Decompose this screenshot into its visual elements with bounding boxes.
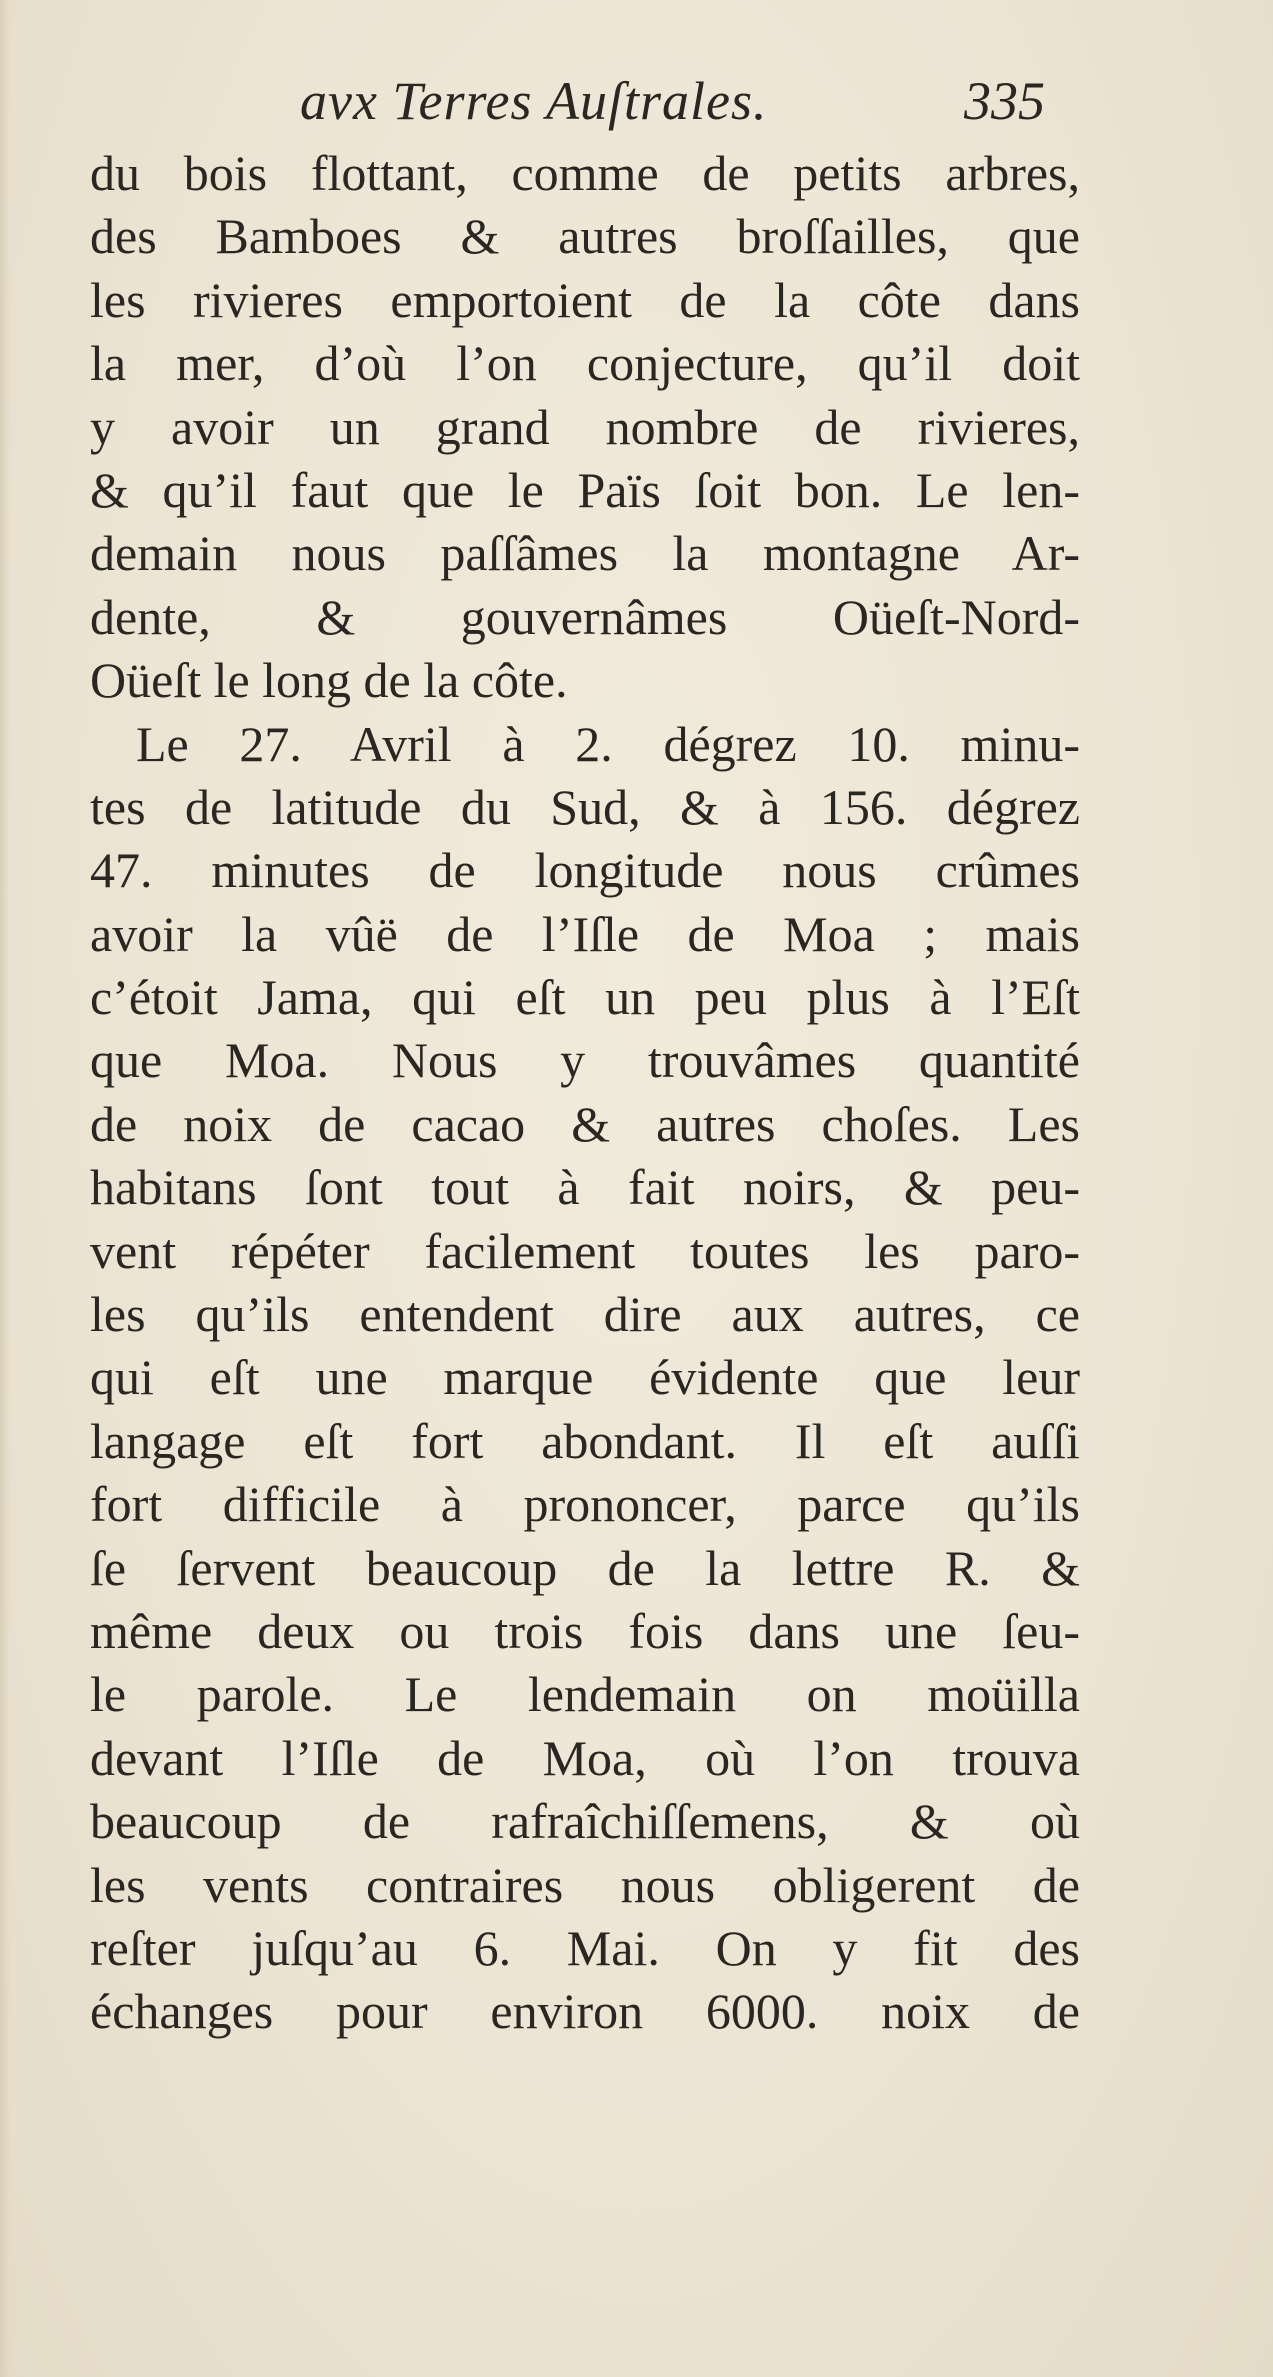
text-line: devant l’Iſle de Moa, où l’on trouva (90, 1729, 1080, 1786)
text-line: fort difficile à prononcer, parce qu’ils (90, 1476, 1080, 1533)
text-line: avoir la vûë de l’Iſle de Moa ; mais (90, 905, 1080, 962)
text-line: que Moa. Nous y trouvâmes quantité (90, 1032, 1080, 1089)
text-line: les qu’ils entendent dire aux autres, ce (90, 1286, 1080, 1343)
text-line: du bois flottant, comme de petits arbres, (90, 145, 1080, 201)
paragraph-start-line: Le 27. Avril à 2. dégrez 10. minu- (136, 715, 1080, 772)
text-line: tes de latitude du Sud, & à 156. dégrez (90, 778, 1080, 835)
text-line: qui eſt une marque évidente que leur (90, 1349, 1080, 1406)
text-line: Oüeſt le long de la côte. (90, 652, 568, 709)
text-line: demain nous paſſâmes la montagne Ar- (90, 525, 1080, 582)
text-line: même deux ou trois fois dans une ſeu- (90, 1602, 1080, 1659)
body-text (90, 142, 1080, 2044)
text-line: vent répéter facilement toutes les paro- (90, 1222, 1080, 1279)
text-line: reſter juſqu’au 6. Mai. On y fit des (90, 1919, 1080, 1976)
text-line: des Bamboes & autres broſſailles, que (90, 208, 1080, 265)
page-number: 335 (964, 71, 1045, 131)
text-line: la mer, d’où l’on conjecture, qu’il doit (90, 335, 1080, 392)
text-line: les rivieres emportoient de la côte dans (90, 271, 1080, 328)
page-edge-shadow (0, 0, 10, 2377)
text-line: habitans ſont tout à fait noirs, & peu- (90, 1159, 1080, 1216)
text-line: c’étoit Jama, qui eſt un peu plus à l’Eſt (90, 969, 1080, 1026)
text-line: beaucoup de rafraîchiſſemens, & où (90, 1793, 1080, 1850)
text-line: 47. minutes de longitude nous crûmes (90, 842, 1080, 899)
text-line: le parole. Le lendemain on moüilla (90, 1666, 1080, 1723)
running-title: avx Terres Auſtrales. (300, 71, 768, 131)
text-line: échanges pour environ 6000. noix de (90, 1983, 1080, 2040)
text-line: ſe ſervent beaucoup de la lettre R. & (90, 1539, 1080, 1596)
text-line: & qu’il faut que le Païs ſoit bon. Le len- (90, 461, 1080, 518)
page-header (0, 66, 1273, 146)
text-line: dente, & gouvernâmes Oüeſt-Nord- (90, 588, 1080, 645)
text-line: les vents contraires nous obligerent de (90, 1856, 1080, 1913)
text-line: de noix de cacao & autres choſes. Les (90, 1095, 1080, 1152)
text-line: y avoir un grand nombre de rivieres, (90, 398, 1080, 455)
text-line: langage eſt fort abondant. Il eſt auſſi (90, 1412, 1080, 1469)
